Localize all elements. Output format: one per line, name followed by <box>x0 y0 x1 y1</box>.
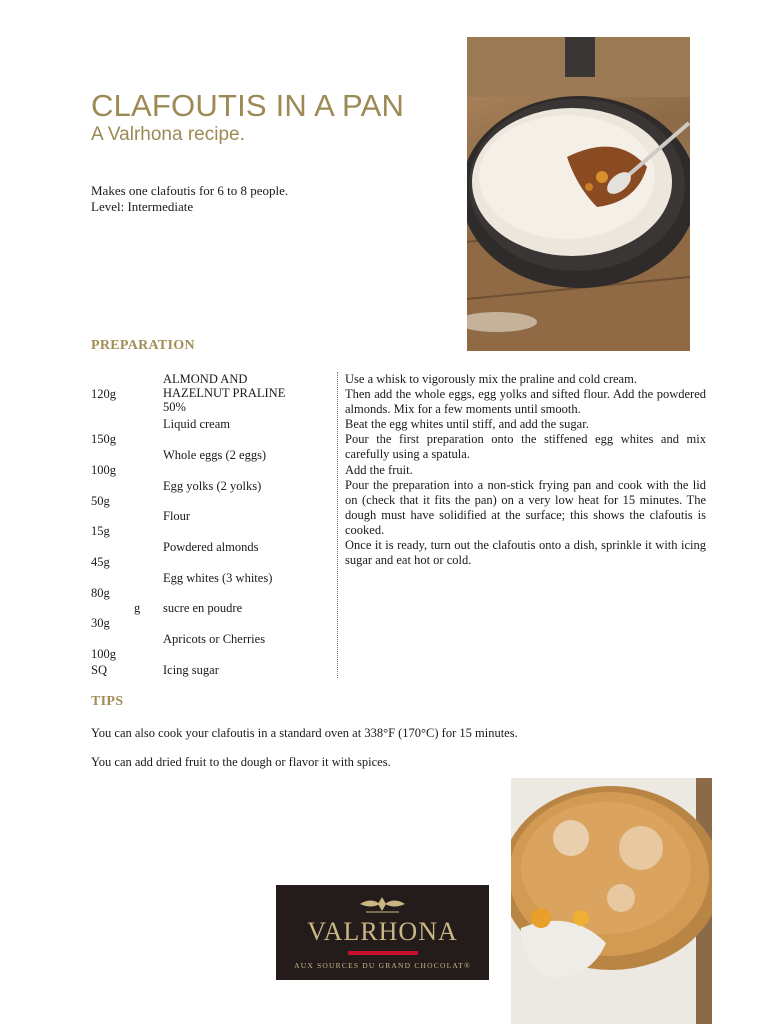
ingredient-name: Powdered almonds <box>163 540 259 554</box>
pan-photo-illustration <box>467 37 690 351</box>
ingredient-name: Liquid cream <box>163 417 230 431</box>
ingredient-quantity: 100g <box>91 463 116 477</box>
ingredient-name: Icing sugar <box>163 663 219 677</box>
ingredient-quantity: SQ <box>91 663 107 677</box>
logo-emblem-icon <box>276 893 489 915</box>
clafoutis-pan-photo <box>467 37 690 351</box>
ingredient-quantity: 15g <box>91 524 110 538</box>
ingredient-name: sucre en poudre <box>163 601 243 615</box>
method-step: Then add the whole eggs, egg yolks and sifted flour. Add the powdered almonds. Mix for a few moments until smooth. <box>345 387 706 417</box>
recipe-title: CLAFOUTIS IN A PAN <box>91 88 405 123</box>
servings-text: Makes one clafoutis for 6 to 8 people. <box>91 183 289 198</box>
ingredient-quantity: 80g <box>91 586 110 600</box>
column-divider <box>337 372 338 678</box>
ingredient-quantity: 100g <box>91 647 116 661</box>
method-step: Beat the egg whites until stiff, and add the sugar. <box>345 417 589 432</box>
preparation-heading: PREPARATION <box>91 338 195 353</box>
method-steps <box>345 372 706 568</box>
logo-brand-text: VALRHONA <box>307 917 458 946</box>
logo-red-bar <box>348 951 418 955</box>
tips-heading: TIPS <box>91 694 124 709</box>
ingredient-name: Whole eggs (2 eggs) <box>163 448 267 462</box>
plate-photo-illustration <box>511 778 712 1024</box>
logo-tagline: AUX SOURCES DU GRAND CHOCOLAT® <box>294 961 471 970</box>
recipe-subtitle: A Valrhona recipe. <box>91 124 245 145</box>
ingredient-quantity: 120g <box>91 387 116 401</box>
ingredient-name: Egg whites (3 whites) <box>163 571 273 585</box>
method-step: Use a whisk to vigorously mix the praline and cold cream. <box>345 372 637 386</box>
ingredient-quantity: 50g <box>91 494 110 508</box>
ingredient-quantity: 45g <box>91 555 110 569</box>
ingredient-quantity: 150g <box>91 432 116 446</box>
ingredient-name: Egg yolks (2 yolks) <box>163 479 262 493</box>
tip-item: You can also cook your clafoutis in a standard oven at 338°F (170°C) for 15 minutes. <box>91 726 518 740</box>
recipe-intro <box>91 183 288 215</box>
ingredients-list <box>91 372 331 678</box>
valrhona-logo <box>276 885 489 980</box>
method-step: Pour the first preparation onto the stiffened egg whites and mix carefully using a spatula. <box>345 432 706 462</box>
clafoutis-plate-photo <box>511 778 712 1024</box>
ingredient-name: ALMOND AND HAZELNUT PRALINE 50% <box>163 372 286 414</box>
method-step: Pour the preparation into a non-stick frying pan and cook with the lid on (check that it fits the pan) on a very low heat for 15 minutes. The dough must have solidified at the surface; this shows the clafoutis is cooked. <box>345 477 706 537</box>
tip-item: You can add dried fruit to the dough or flavor it with spices. <box>91 755 391 769</box>
tips-list <box>91 726 651 784</box>
level-text: Level: Intermediate <box>91 199 194 214</box>
ingredient-name: Flour <box>163 509 191 523</box>
ingredient-quantity: 30g <box>91 616 110 630</box>
ingredient-name: Apricots or Cherries <box>163 632 266 646</box>
method-step: Once it is ready, turn out the clafoutis onto a dish, sprinkle it with icing sugar and eat hot or cold. <box>345 538 706 568</box>
method-step: Add the fruit. <box>345 462 413 477</box>
ingredient-unit: g <box>134 601 141 615</box>
